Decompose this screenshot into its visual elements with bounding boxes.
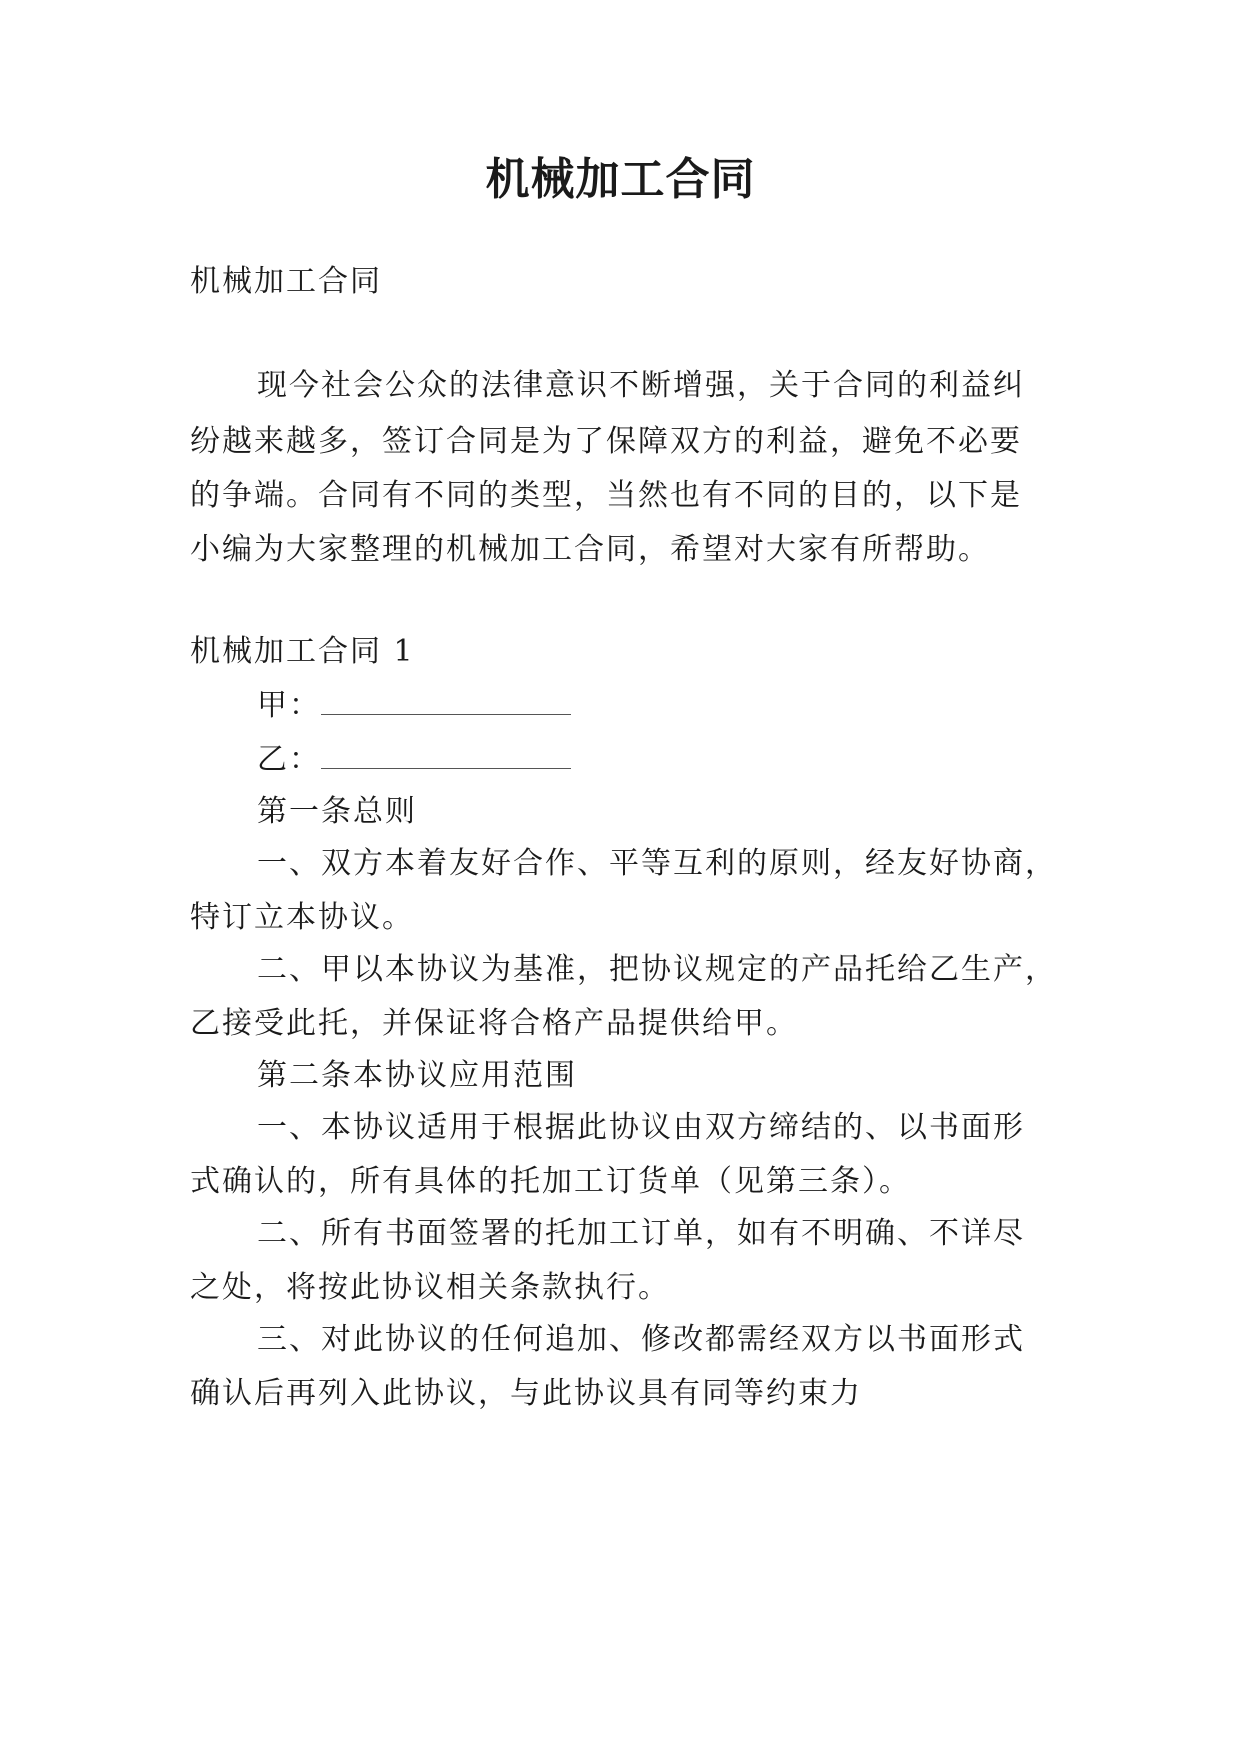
document-title: 机械加工合同 xyxy=(485,154,756,205)
party-a-label: 甲： xyxy=(257,688,321,723)
article2-item1-line1: 一、本协议适用于根据此协议由双方缔结的、以书面形 xyxy=(257,1110,1025,1145)
party-a-blank xyxy=(321,688,571,715)
article2-item3-line2: 确认后再列入此协议，与此协议具有同等约束力 xyxy=(190,1376,862,1411)
article2-item2-line2: 之处，将按此协议相关条款执行。 xyxy=(190,1270,670,1305)
article1-title: 第一条总则 xyxy=(257,794,417,829)
intro-line-1: 现今社会公众的法律意识不断增强，关于合同的利益纠 xyxy=(257,368,1025,403)
intro-line-4: 小编为大家整理的机械加工合同，希望对大家有所帮助。 xyxy=(190,532,990,567)
contract-heading: 机械加工合同 1 xyxy=(190,634,415,669)
subtitle: 机械加工合同 xyxy=(190,264,382,299)
article2-item2-line1: 二、所有书面签署的托加工订单，如有不明确、不详尽 xyxy=(257,1216,1025,1251)
party-b-label: 乙： xyxy=(257,742,321,777)
article1-item2-line1: 二、甲以本协议为基准，把协议规定的产品托给乙生产， xyxy=(257,952,1057,987)
article1-item1-line1: 一、双方本着友好合作、平等互利的原则，经友好协商， xyxy=(257,846,1057,881)
article1-item1-line2: 特订立本协议。 xyxy=(190,900,414,935)
article1-item2-line2: 乙接受此托，并保证将合格产品提供给甲。 xyxy=(190,1006,798,1041)
article2-item3-line1: 三、对此协议的任何追加、修改都需经双方以书面形式 xyxy=(257,1322,1025,1357)
intro-line-3: 的争端。合同有不同的类型，当然也有不同的目的，以下是 xyxy=(190,478,1022,513)
party-b-row xyxy=(257,740,571,780)
article2-item1-line2: 式确认的，所有具体的托加工订货单（见第三条）。 xyxy=(190,1164,911,1199)
party-b-blank xyxy=(321,742,571,769)
article2-title: 第二条本协议应用范围 xyxy=(257,1058,577,1093)
party-a-row xyxy=(257,686,571,726)
intro-line-2: 纷越来越多，签订合同是为了保障双方的利益，避免不必要 xyxy=(190,424,1022,459)
